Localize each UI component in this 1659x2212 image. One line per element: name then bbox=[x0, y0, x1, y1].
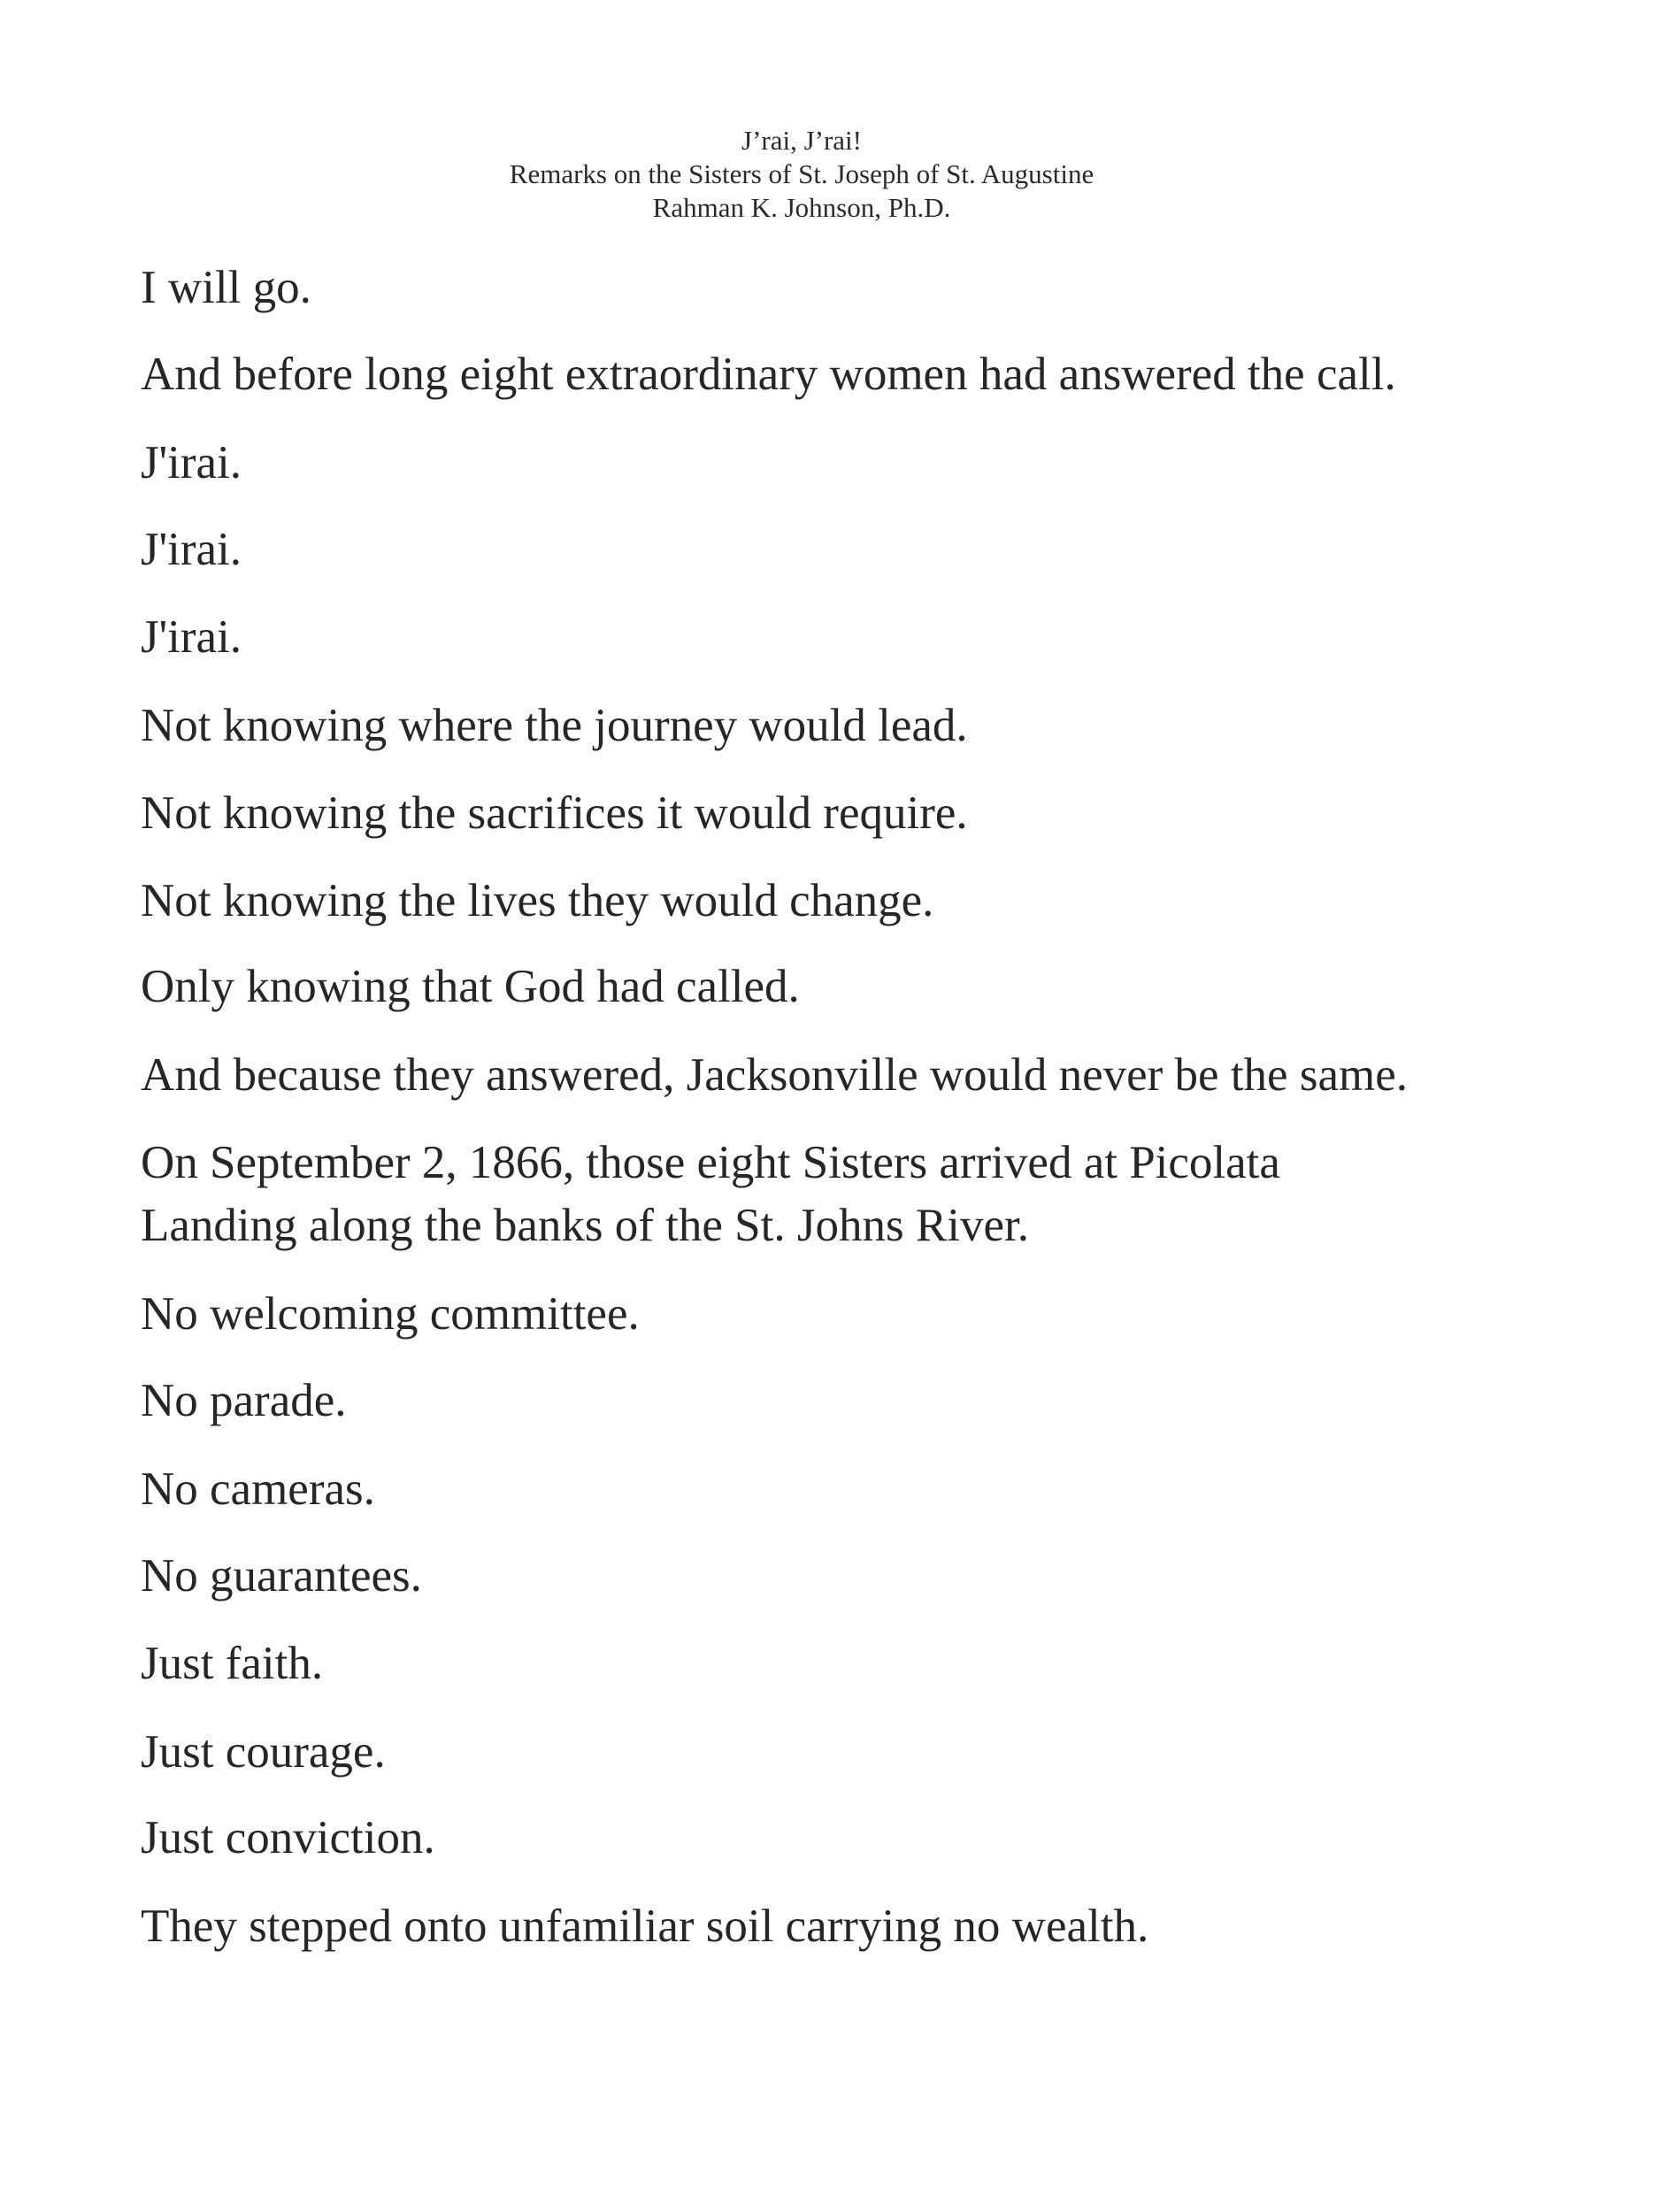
text-line: Only knowing that God had called. bbox=[141, 961, 800, 1012]
text-line: And before long eight extraordinary women had answered the call. bbox=[141, 349, 1396, 400]
document-title: J’rai, J’rai! bbox=[741, 125, 862, 156]
text-line: Just conviction. bbox=[141, 1812, 435, 1863]
text-line: Not knowing the sacrifices it would require. bbox=[141, 787, 968, 839]
text-line: On September 2, 1866, those eight Sisters arrived at Picolata bbox=[141, 1137, 1280, 1188]
text-line: They stepped onto unfamiliar soil carrying no wealth. bbox=[141, 1901, 1149, 1952]
text-line: No welcoming committee. bbox=[141, 1288, 640, 1340]
text-line: J'irai. bbox=[141, 437, 242, 488]
text-line: J'irai. bbox=[141, 524, 242, 575]
text-line: J'irai. bbox=[141, 611, 242, 663]
text-line: No cameras. bbox=[141, 1463, 375, 1515]
text-line: Landing along the banks of the St. Johns River. bbox=[141, 1200, 1029, 1251]
document-header bbox=[0, 124, 1603, 225]
document-author: Rahman K. Johnson, Ph.D. bbox=[652, 192, 951, 223]
text-line: No parade. bbox=[141, 1375, 347, 1426]
text-line: And because they answered, Jacksonville would never be the same. bbox=[141, 1049, 1408, 1101]
text-line: Not knowing the lives they would change. bbox=[141, 875, 934, 926]
text-line: Not knowing where the journey would lead. bbox=[141, 700, 968, 751]
text-line: Just courage. bbox=[141, 1726, 386, 1778]
text-line: Just faith. bbox=[141, 1638, 324, 1689]
text-line: I will go. bbox=[141, 262, 311, 313]
document-subtitle: Remarks on the Sisters of St. Joseph of St. Augustine bbox=[509, 158, 1094, 189]
text-line: No guarantees. bbox=[141, 1550, 422, 1601]
